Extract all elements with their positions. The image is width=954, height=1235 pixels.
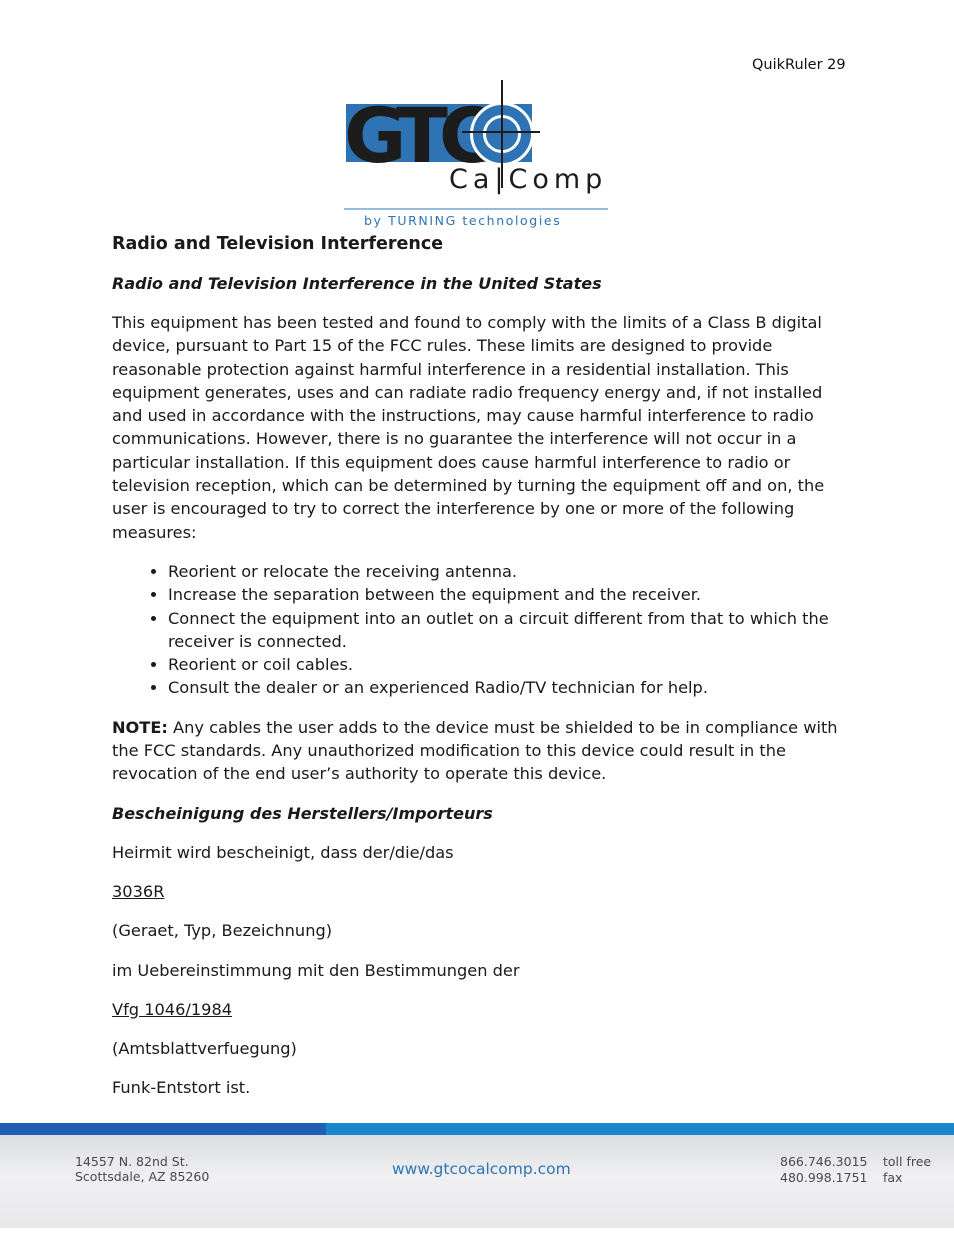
de-line-3: im Uebereinstimmung mit den Bestimmungen der [112, 960, 520, 980]
footer-bar-left [0, 1123, 326, 1135]
page-number: QuikRuler 29 [752, 57, 846, 73]
de-regulation: Vfg 1046/1984 [112, 999, 233, 1019]
section-heading: Radio and Television Interference [112, 234, 444, 254]
de-model: 3036R [112, 881, 165, 901]
address-line-2: Scottsdale, AZ 85260 [75, 1169, 210, 1184]
note-text: Any cables the user adds to the device must be shielded to be in compliance with the FCC standards. Any unauthorized modification to this device could result in the revocation of the end user’s authority to operate this device. [112, 717, 838, 784]
logo-subtitle: Ca|Comp [449, 164, 608, 195]
de-line-1: Heirmit wird bescheinigt, dass der/die/das [112, 842, 454, 862]
list-item: • Connect the equipment into an outlet on a circuit different from that to which the receiver is connected. [168, 607, 847, 654]
subheading-de: Bescheinigung des Herstellers/Importeurs [112, 803, 493, 823]
subheading-us: Radio and Television Interference in the United States [112, 274, 602, 293]
document-body [112, 232, 847, 1116]
phone-toll-free: 866.746.3015 [780, 1154, 868, 1169]
address-line-1: 14557 N. 82nd St. [75, 1154, 189, 1169]
footer-bar-right [326, 1123, 954, 1135]
list-item: • Reorient or relocate the receiving antenna. [168, 560, 847, 583]
note-paragraph [112, 716, 847, 786]
footer-url[interactable]: www.gtcocalcomp.com [392, 1160, 571, 1178]
list-item: • Reorient or coil cables. [168, 653, 847, 676]
logo-letters: GTC [344, 91, 486, 180]
footer-phones [780, 1154, 867, 1186]
de-line-2: (Geraet, Typ, Bezeichnung) [112, 921, 333, 941]
footer-phone-labels [883, 1154, 931, 1186]
measures-list [112, 560, 847, 700]
phone-toll-free-label: toll free [883, 1154, 932, 1169]
list-item: • Increase the separation between the equipment and the receiver. [168, 583, 847, 606]
phone-fax: 480.998.1751 [780, 1170, 868, 1185]
phone-fax-label: fax [883, 1170, 903, 1185]
gtco-calcomp-logo [344, 78, 614, 230]
intro-paragraph: This equipment has been tested and found to comply with the limits of a Class B digital device, pursuant to Part 15 of the FCC rules. These limits are designed to provide reasonable protection against harmful interference in a residential installation. This equipment generates, uses and can radiate radio frequency energy and, if not installed and used in accordance with the instructions, may cause harmful interference to radio communications. However, there is no guarantee the interference will not occur in a particular installation. If this equipment does cause harmful interference to radio or television reception, which can be determined by turning the equipment off and on, the user is encouraged to try to correct the interference by one or more of the following measures: [112, 313, 825, 542]
footer [0, 1135, 954, 1228]
de-line-4: (Amtsblattverfuegung) [112, 1039, 297, 1059]
de-line-5: Funk-Entstort ist. [112, 1078, 251, 1098]
note-label: NOTE: [112, 717, 168, 737]
logo-tagline: by TURNING technologies [364, 213, 562, 228]
list-item: • Consult the dealer or an experienced Radio/TV technician for help. [168, 676, 847, 699]
footer-address [75, 1154, 209, 1184]
